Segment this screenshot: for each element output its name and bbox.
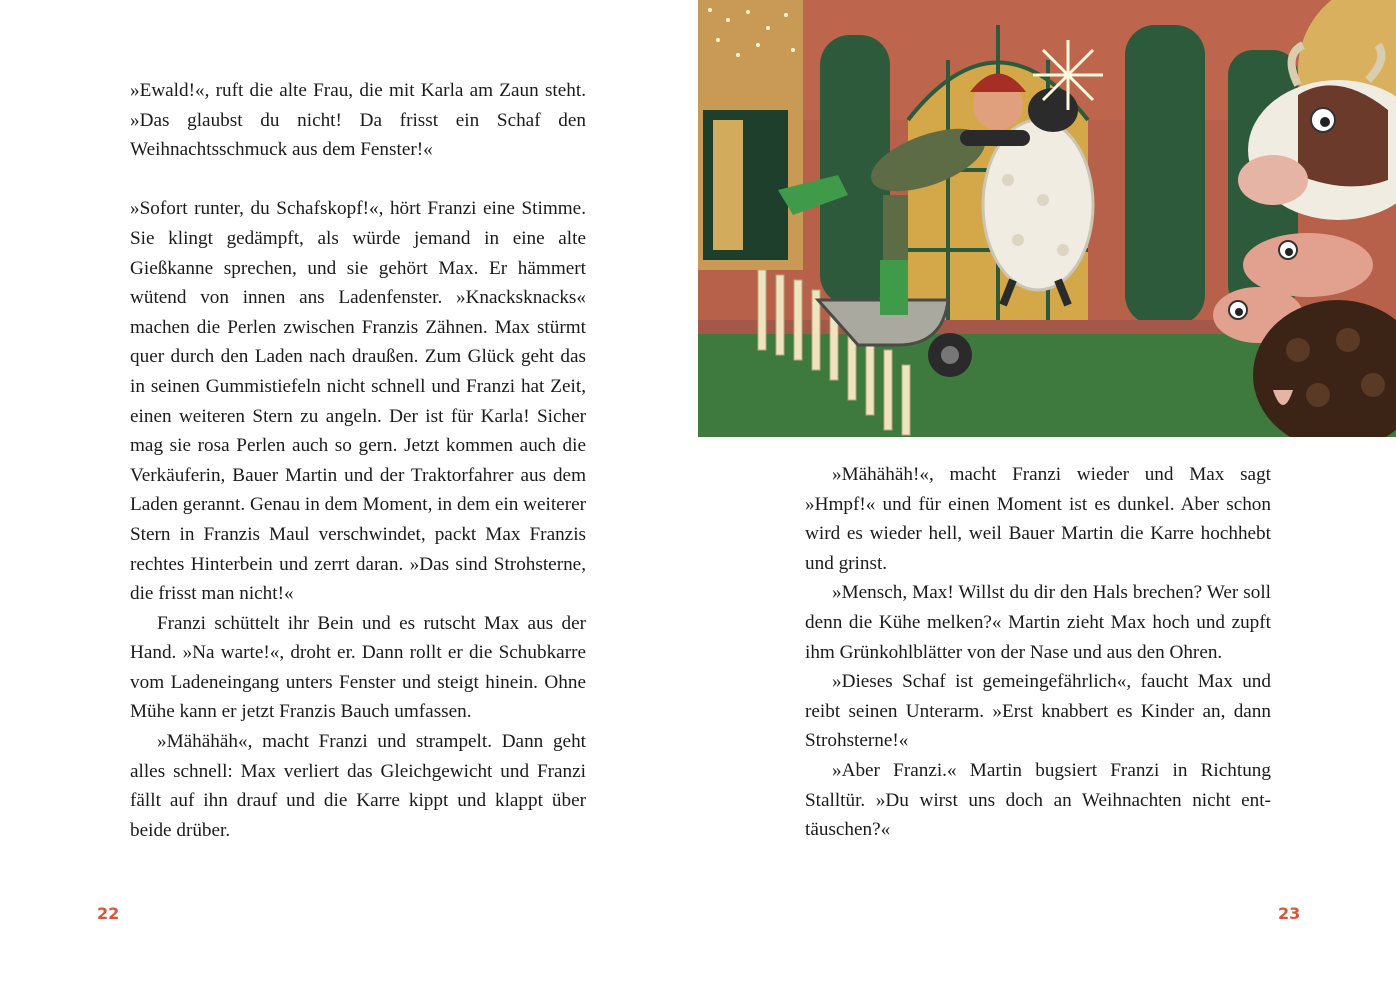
paragraph: »Ewald!«, ruft die alte Frau, die mit Karla am Zaun steht. »Das glaubst du nicht! Da frisst ein Schaf den Weihnachtsschmuck aus dem Fenster!« bbox=[130, 80, 586, 161]
right-page bbox=[698, 0, 1396, 1000]
page-number: 22 bbox=[97, 904, 120, 923]
paragraph: »Sofort runter, du Schafskopf!«, hört Franzi eine Stimme. Sie klingt gedämpft, als würde jemand in eine alte Gießkanne sprechen, und sie gehört Max. Er hämmert wütend von innen ans Ladenfenster. »Knacksknacks« machen die Perlen zwischen Franzis Zähnen. Max stürmt quer durch den Laden nach draußen. Zum Glück geht das in seinen Gummistiefeln nicht schnell und Franzi hat Zeit, einen weiteren Stern zu angeln. Der ist für Karla! Sicher mag sie rosa Perlen auch so gern. Jetzt kommen auch die Verkäuferin, Bauer Martin und der Traktorfahrer aus dem Laden gerannt. Genau in dem Moment, in dem ein weiterer Stern in Franzis Maul verschwindet, packt Max Franzis rechtes Hinterbein und zerrt daran. »Das sind Strohsterne, die frisst man nicht!« bbox=[130, 198, 586, 605]
paragraph: »Mensch, Max! Willst du dir den Hals brechen? Wer soll denn die Kühe melken?« Martin zieht Max hoch und zupft ihm Grünkohlblätter von der Nase und aus den Ohren. bbox=[805, 582, 1271, 663]
page-number: 23 bbox=[1278, 904, 1301, 923]
paragraph: »Dieses Schaf ist gemeingefährlich«, faucht Max und reibt seinen Unterarm. »Erst knabbert es Kinder an, dann Strohsterne!« bbox=[805, 671, 1271, 752]
right-page-text bbox=[805, 460, 1271, 845]
paragraph: »Aber Franzi.« Martin bugsiert Franzi in Richtung Stalltür. »Du wirst uns doch an Weihnachten nicht enttäuschen?« bbox=[805, 759, 1271, 841]
paragraph: Franzi schüttelt ihr Bein und es rutscht Max aus der Hand. »Na warte!«, droht er. Dann rollt er die Schubkarre vom Ladeneingang unters Fenster und steigt hinein. Ohne Mühe kann er jetzt Franzis Bauch umfassen. bbox=[130, 612, 586, 723]
paragraph: »Mähähäh!«, macht Franzi wieder und Max sagt »Hmpf!« und für einen Moment ist es dunkel. Aber schon wird es wieder hell, weil Bauer Martin die Karre hochhebt und grinst. bbox=[805, 464, 1271, 574]
left-page-text bbox=[130, 76, 586, 845]
paragraph: »Mähähäh«, macht Franzi und strampelt. Dann geht alles schnell: Max verliert das Gleichgewicht und Franzi fällt auf ihn drauf und die Karre kippt und klappt über beide drüber. bbox=[130, 731, 586, 841]
barn-illustration bbox=[698, 0, 1396, 437]
shutter bbox=[1125, 25, 1205, 325]
